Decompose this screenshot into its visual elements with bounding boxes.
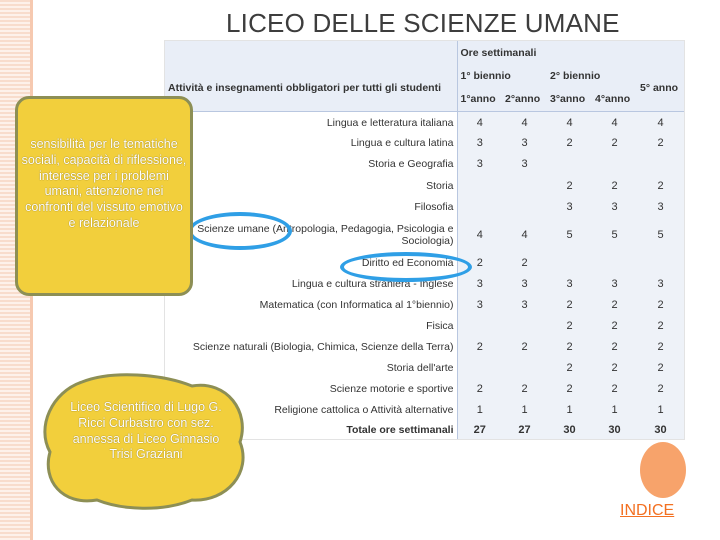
- hours-cell: 2: [637, 175, 684, 196]
- highlight-ellipse-scienze-umane: [188, 212, 292, 250]
- table-row: [165, 315, 684, 336]
- total-cell: 27: [457, 420, 502, 439]
- hours-cell: [637, 154, 684, 175]
- hours-cell: 2: [637, 133, 684, 154]
- hours-cell: 3: [547, 273, 592, 294]
- hours-cell: [457, 175, 502, 196]
- hours-cell: 2: [547, 378, 592, 399]
- hours-cell: 5: [547, 217, 592, 252]
- hours-cell: 2: [637, 378, 684, 399]
- hours-cell: 3: [637, 273, 684, 294]
- indice-link[interactable]: INDICE: [620, 502, 675, 519]
- decorative-orange-circle: [640, 442, 686, 498]
- hours-cell: 2: [547, 175, 592, 196]
- subject-cell: Lingua e cultura straniera - Inglese: [165, 273, 457, 294]
- subject-cell: Storia dell'arte: [165, 357, 457, 378]
- hours-cell: 2: [547, 357, 592, 378]
- hours-cell: 2: [592, 294, 637, 315]
- table-row: [165, 294, 684, 315]
- subject-cell: Religione cattolica o Attività alternative: [165, 399, 457, 420]
- table-row: [165, 154, 684, 175]
- hours-cell: 4: [592, 112, 637, 133]
- hours-cell: 2: [592, 357, 637, 378]
- hours-cell: 3: [502, 294, 547, 315]
- hours-cell: [637, 252, 684, 273]
- hours-cell: 3: [502, 273, 547, 294]
- hours-cell: 4: [547, 112, 592, 133]
- header-period-2: 2° biennio: [550, 69, 601, 82]
- hours-cell: [457, 357, 502, 378]
- hours-cell: 1: [457, 399, 502, 420]
- hours-cell: 4: [637, 112, 684, 133]
- subject-cell: Scienze naturali (Biologia, Chimica, Scienze della Terra): [165, 336, 457, 357]
- hours-cell: 2: [502, 378, 547, 399]
- hours-cell: [547, 252, 592, 273]
- subject-cell: Storia e Geografia: [165, 154, 457, 175]
- hours-cell: [457, 315, 502, 336]
- table-row: [165, 112, 684, 133]
- subject-cell: Storia: [165, 175, 457, 196]
- hours-cell: [592, 252, 637, 273]
- callout-blob-text: Liceo Scientifico di Lugo G. Ricci Curbastro con sez. annessa di Liceo Ginnasio Trisi Graziani: [70, 400, 222, 462]
- hours-cell: 1: [637, 399, 684, 420]
- hours-cell: [502, 175, 547, 196]
- hours-cell: 2: [637, 294, 684, 315]
- hours-cell: 3: [592, 196, 637, 217]
- callout-scroll-text: sensibilità per le tematiche sociali, capacità di riflessione, interesse per i problemi umani, attenzione nei confronti del vissuto emotivo e relazionale: [21, 137, 187, 230]
- hours-cell: 4: [457, 217, 502, 252]
- hours-cell: 2: [547, 315, 592, 336]
- hours-cell: 1: [502, 399, 547, 420]
- total-cell: 27: [502, 420, 547, 439]
- hours-cell: 2: [457, 252, 502, 273]
- hours-cell: 2: [547, 336, 592, 357]
- hours-cell: 2: [547, 133, 592, 154]
- header-left: Attività e insegnamenti obbligatori per tutti gli studenti: [165, 65, 457, 112]
- subject-cell: Scienze motorie e sportive: [165, 378, 457, 399]
- hours-cell: 2: [592, 175, 637, 196]
- hours-cell: [502, 196, 547, 217]
- subject-cell: Lingua e cultura latina: [165, 133, 457, 154]
- hours-cell: 3: [502, 133, 547, 154]
- subject-cell: Filosofia: [165, 196, 457, 217]
- subject-cell: Fisica: [165, 315, 457, 336]
- header-period-3: 5° anno: [637, 65, 684, 112]
- table-row: [165, 175, 684, 196]
- table-row: [165, 133, 684, 154]
- hours-cell: [502, 357, 547, 378]
- hours-cell: 2: [637, 315, 684, 336]
- hours-cell: 2: [457, 378, 502, 399]
- hours-cell: 2: [592, 378, 637, 399]
- total-cell: 30: [547, 420, 592, 439]
- header-group: Ore settimanali: [460, 46, 537, 59]
- header-year-1: 1°anno: [457, 87, 502, 112]
- highlight-ellipse-diritto: [340, 252, 472, 282]
- subject-cell: Matematica (con Informatica al 1°biennio): [165, 294, 457, 315]
- hours-cell: 3: [457, 294, 502, 315]
- header-year-4: 4°anno: [592, 87, 637, 112]
- hours-cell: 5: [592, 217, 637, 252]
- hours-cell: 2: [592, 315, 637, 336]
- hours-cell: 2: [592, 133, 637, 154]
- hours-cell: [502, 315, 547, 336]
- hours-cell: 4: [502, 112, 547, 133]
- hours-cell: [592, 154, 637, 175]
- hours-cell: 5: [637, 217, 684, 252]
- header-year-2: 2°anno: [502, 87, 547, 112]
- hours-cell: 4: [502, 217, 547, 252]
- hours-cell: 2: [502, 252, 547, 273]
- table-row: [165, 336, 684, 357]
- hours-cell: 2: [637, 336, 684, 357]
- total-label: Totale ore settimanali: [165, 420, 457, 439]
- subject-cell: Scienze umane (Antropologia, Pedagogia, Psicologia e Sociologia): [165, 217, 457, 252]
- hours-cell: 2: [592, 336, 637, 357]
- hours-cell: 3: [457, 154, 502, 175]
- hours-cell: [547, 154, 592, 175]
- hours-cell: [457, 196, 502, 217]
- header-period-1: 1° biennio: [460, 69, 511, 82]
- hours-cell: 3: [547, 196, 592, 217]
- total-cell: 30: [592, 420, 637, 439]
- subject-cell: Diritto ed Economia: [165, 252, 457, 273]
- hours-cell: 1: [547, 399, 592, 420]
- total-cell: 30: [637, 420, 684, 439]
- hours-cell: 3: [637, 196, 684, 217]
- hours-cell: 4: [457, 112, 502, 133]
- hours-cell: 1: [592, 399, 637, 420]
- hours-cell: 2: [547, 294, 592, 315]
- hours-cell: 3: [592, 273, 637, 294]
- slide-title: LICEO DELLE SCIENZE UMANE: [226, 8, 620, 38]
- hours-cell: 2: [457, 336, 502, 357]
- hours-cell: 3: [457, 133, 502, 154]
- hours-cell: 2: [502, 336, 547, 357]
- hours-cell: 3: [457, 273, 502, 294]
- hours-cell: 2: [637, 357, 684, 378]
- hours-cell: 3: [502, 154, 547, 175]
- header-year-3: 3°anno: [547, 87, 592, 112]
- subject-cell: Lingua e letteratura italiana: [165, 112, 457, 133]
